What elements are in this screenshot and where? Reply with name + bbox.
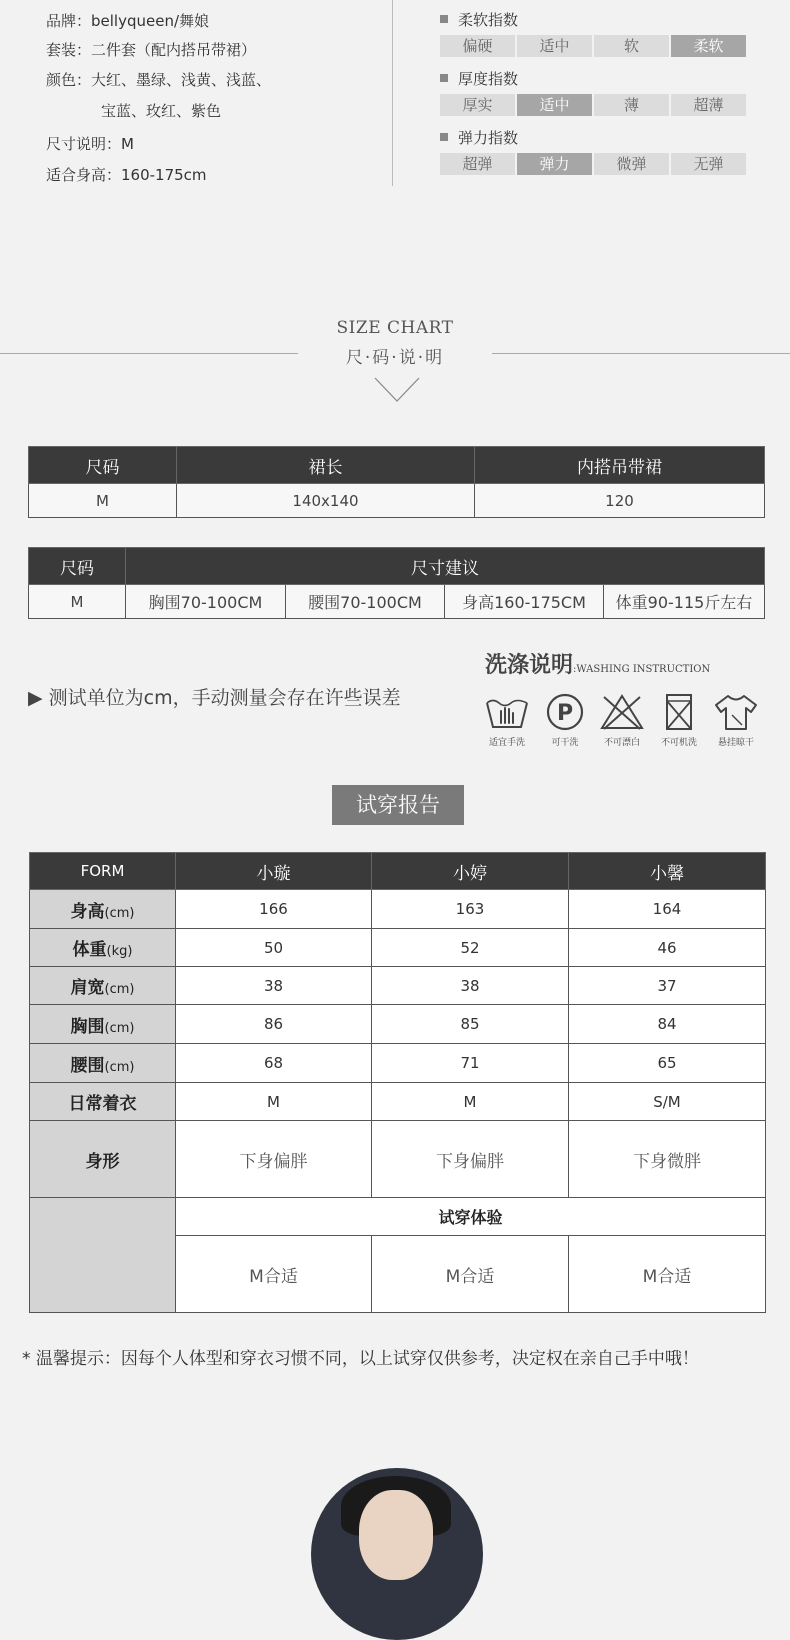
wash-item-dry-clean bbox=[535, 693, 595, 748]
table-cell: 下身偏胖 bbox=[372, 1121, 569, 1198]
size-table bbox=[28, 446, 765, 518]
table-row bbox=[29, 585, 765, 619]
softness-option: 偏硬 bbox=[440, 35, 515, 57]
softness-option-selected: 柔软 bbox=[671, 35, 746, 57]
blank-label-cell bbox=[30, 1198, 176, 1313]
table-cell: 37 bbox=[569, 967, 766, 1005]
table-cell: M合适 bbox=[176, 1236, 372, 1313]
size-table-header bbox=[29, 447, 765, 484]
wash-label: 不可漂白 bbox=[603, 738, 640, 748]
thickness-scale bbox=[440, 94, 746, 116]
wash-label: 不可机洗 bbox=[660, 738, 697, 748]
table-row bbox=[30, 1005, 766, 1044]
wash-label: 可干洗 bbox=[551, 738, 579, 748]
table-row bbox=[30, 967, 766, 1005]
table-cell: 84 bbox=[569, 1005, 766, 1044]
row-label-text: 胸围 bbox=[70, 1016, 105, 1037]
row-unit: (cm) bbox=[104, 1020, 135, 1036]
table-cell: M bbox=[29, 585, 126, 619]
info-colors: 颜色：大红、墨绿、浅黄、浅蓝、 bbox=[46, 71, 272, 89]
header-cell: 尺寸建议 bbox=[126, 548, 765, 585]
table-row bbox=[30, 1083, 766, 1121]
row-unit: (cm) bbox=[104, 905, 135, 921]
softness-title bbox=[440, 9, 518, 30]
table-row bbox=[30, 890, 766, 929]
header-cell: 尺码 bbox=[29, 548, 126, 585]
header-cell: 裙长 bbox=[177, 447, 475, 484]
square-bullet-icon bbox=[440, 133, 448, 141]
elasticity-option-selected: 弹力 bbox=[517, 153, 592, 175]
row-label-text: 体重 bbox=[72, 940, 107, 960]
wash-item-no-bleach bbox=[592, 693, 652, 748]
washing-title bbox=[485, 648, 710, 679]
table-cell: 164 bbox=[569, 890, 766, 929]
table-cell: M bbox=[29, 484, 177, 518]
table-row bbox=[29, 484, 765, 518]
table-cell: 胸围70-100CM bbox=[126, 585, 286, 619]
size-suggestion-table bbox=[28, 547, 765, 619]
person-name: 小婷 bbox=[372, 853, 569, 890]
try-on-report-table bbox=[29, 852, 766, 1313]
elasticity-title bbox=[440, 127, 518, 148]
thickness-title-text: 厚度指数 bbox=[458, 70, 519, 88]
elasticity-option: 无弹 bbox=[671, 153, 746, 175]
table-cell: M合适 bbox=[372, 1236, 569, 1313]
table-cell: 身高160-175CM bbox=[445, 585, 604, 619]
table-cell: 85 bbox=[372, 1005, 569, 1044]
no-machine-wash-icon bbox=[655, 693, 703, 731]
size-chart-title-en: SIZE CHART bbox=[336, 318, 454, 338]
washing-title-cn: 洗涤说明 bbox=[485, 652, 574, 678]
table-cell: 120 bbox=[475, 484, 765, 518]
row-unit: (kg) bbox=[106, 944, 133, 959]
table-cell: 50 bbox=[176, 929, 372, 967]
no-bleach-icon bbox=[598, 693, 646, 731]
report-header bbox=[30, 853, 766, 890]
table-cell: 52 bbox=[372, 929, 569, 967]
row-label-text: 日常着衣 bbox=[68, 1094, 137, 1114]
softness-title-text: 柔软指数 bbox=[458, 11, 519, 29]
wash-item-hang-dry bbox=[706, 693, 766, 748]
table-cell: 166 bbox=[176, 890, 372, 929]
table-row-shape bbox=[30, 1121, 766, 1198]
wash-label: 适宜手洗 bbox=[488, 738, 525, 748]
table-cell: 下身微胖 bbox=[569, 1121, 766, 1198]
table-cell: M合适 bbox=[569, 1236, 766, 1313]
elasticity-option: 超弹 bbox=[440, 153, 515, 175]
table-cell: S/M bbox=[569, 1083, 766, 1121]
table-cell: 体重90-115斤左右 bbox=[604, 585, 765, 619]
thickness-title bbox=[440, 68, 518, 89]
softness-option: 适中 bbox=[517, 35, 592, 57]
row-unit: (cm) bbox=[104, 1059, 135, 1075]
header-cell: 尺码 bbox=[29, 447, 177, 484]
person-name: 小璇 bbox=[176, 853, 372, 890]
row-label-text: 肩宽 bbox=[70, 978, 105, 998]
shape-label: 身形 bbox=[30, 1121, 176, 1198]
suggestion-table-header bbox=[29, 548, 765, 585]
hang-dry-icon bbox=[712, 693, 760, 731]
row-label-text: 身高 bbox=[70, 901, 105, 922]
warm-tip: * 温馨提示：因每个人体型和穿衣习惯不同，以上试穿仅供参考，决定权在亲自己手中哦！ bbox=[22, 1349, 699, 1369]
hand-wash-icon bbox=[483, 693, 531, 731]
row-unit: (cm) bbox=[104, 982, 135, 997]
square-bullet-icon bbox=[440, 15, 448, 23]
elasticity-option: 微弹 bbox=[594, 153, 669, 175]
table-row bbox=[30, 1044, 766, 1083]
report-title: 试穿报告 bbox=[332, 785, 464, 825]
thickness-option: 薄 bbox=[594, 94, 669, 116]
experience-label: 试穿体验 bbox=[176, 1198, 766, 1236]
softness-scale bbox=[440, 35, 746, 57]
thickness-option-selected: 适中 bbox=[517, 94, 592, 116]
table-cell: 86 bbox=[176, 1005, 372, 1044]
table-cell: 下身偏胖 bbox=[176, 1121, 372, 1198]
table-cell: 71 bbox=[372, 1044, 569, 1083]
table-cell: 68 bbox=[176, 1044, 372, 1083]
washing-title-en: :WASHING INSTRUCTION bbox=[573, 664, 711, 675]
info-size: 尺寸说明：M bbox=[46, 135, 134, 153]
elasticity-title-text: 弹力指数 bbox=[458, 129, 519, 147]
info-height: 适合身高：160-175cm bbox=[46, 166, 207, 184]
vertical-divider bbox=[392, 0, 393, 186]
measurement-note: ▶ 测试单位为cm，手动测量会存在许些误差 bbox=[28, 687, 401, 709]
wash-label: 悬挂晾干 bbox=[717, 738, 754, 748]
table-cell: 140x140 bbox=[177, 484, 475, 518]
row-label bbox=[30, 1083, 176, 1121]
form-label: FORM bbox=[30, 853, 176, 890]
wash-item-hand-wash bbox=[477, 693, 537, 748]
row-label bbox=[30, 1005, 176, 1044]
thickness-option: 厚实 bbox=[440, 94, 515, 116]
table-cell: 65 bbox=[569, 1044, 766, 1083]
info-brand: 品牌：bellyqueen/舞娘 bbox=[46, 12, 210, 30]
row-label bbox=[30, 929, 176, 967]
header-cell: 内搭吊带裙 bbox=[475, 447, 765, 484]
softness-option: 软 bbox=[594, 35, 669, 57]
table-cell: M bbox=[372, 1083, 569, 1121]
info-colors-cont: 宝蓝、玫红、紫色 bbox=[101, 102, 222, 120]
table-cell: 腰围70-100CM bbox=[286, 585, 445, 619]
elasticity-scale bbox=[440, 153, 746, 175]
square-bullet-icon bbox=[440, 74, 448, 82]
size-chart-title-cn: 尺·码·说·明 bbox=[345, 348, 445, 368]
chevron-down-icon bbox=[373, 376, 421, 404]
row-label bbox=[30, 967, 176, 1005]
table-cell: 38 bbox=[176, 967, 372, 1005]
model-face bbox=[359, 1490, 433, 1580]
info-set: 套装：二件套（配内搭吊带裙） bbox=[46, 41, 257, 59]
row-label bbox=[30, 1044, 176, 1083]
row-label bbox=[30, 890, 176, 929]
table-cell: 163 bbox=[372, 890, 569, 929]
person-name: 小馨 bbox=[569, 853, 766, 890]
table-row-experience-header bbox=[30, 1198, 766, 1236]
wash-item-no-machine-wash bbox=[649, 693, 709, 748]
dry-clean-icon bbox=[541, 693, 589, 731]
table-cell: M bbox=[176, 1083, 372, 1121]
row-label-text: 腰围 bbox=[70, 1055, 105, 1076]
thickness-option: 超薄 bbox=[671, 94, 746, 116]
model-photo bbox=[311, 1468, 483, 1640]
table-row bbox=[30, 929, 766, 967]
table-cell: 38 bbox=[372, 967, 569, 1005]
table-cell: 46 bbox=[569, 929, 766, 967]
svg-text:P: P bbox=[556, 701, 574, 726]
